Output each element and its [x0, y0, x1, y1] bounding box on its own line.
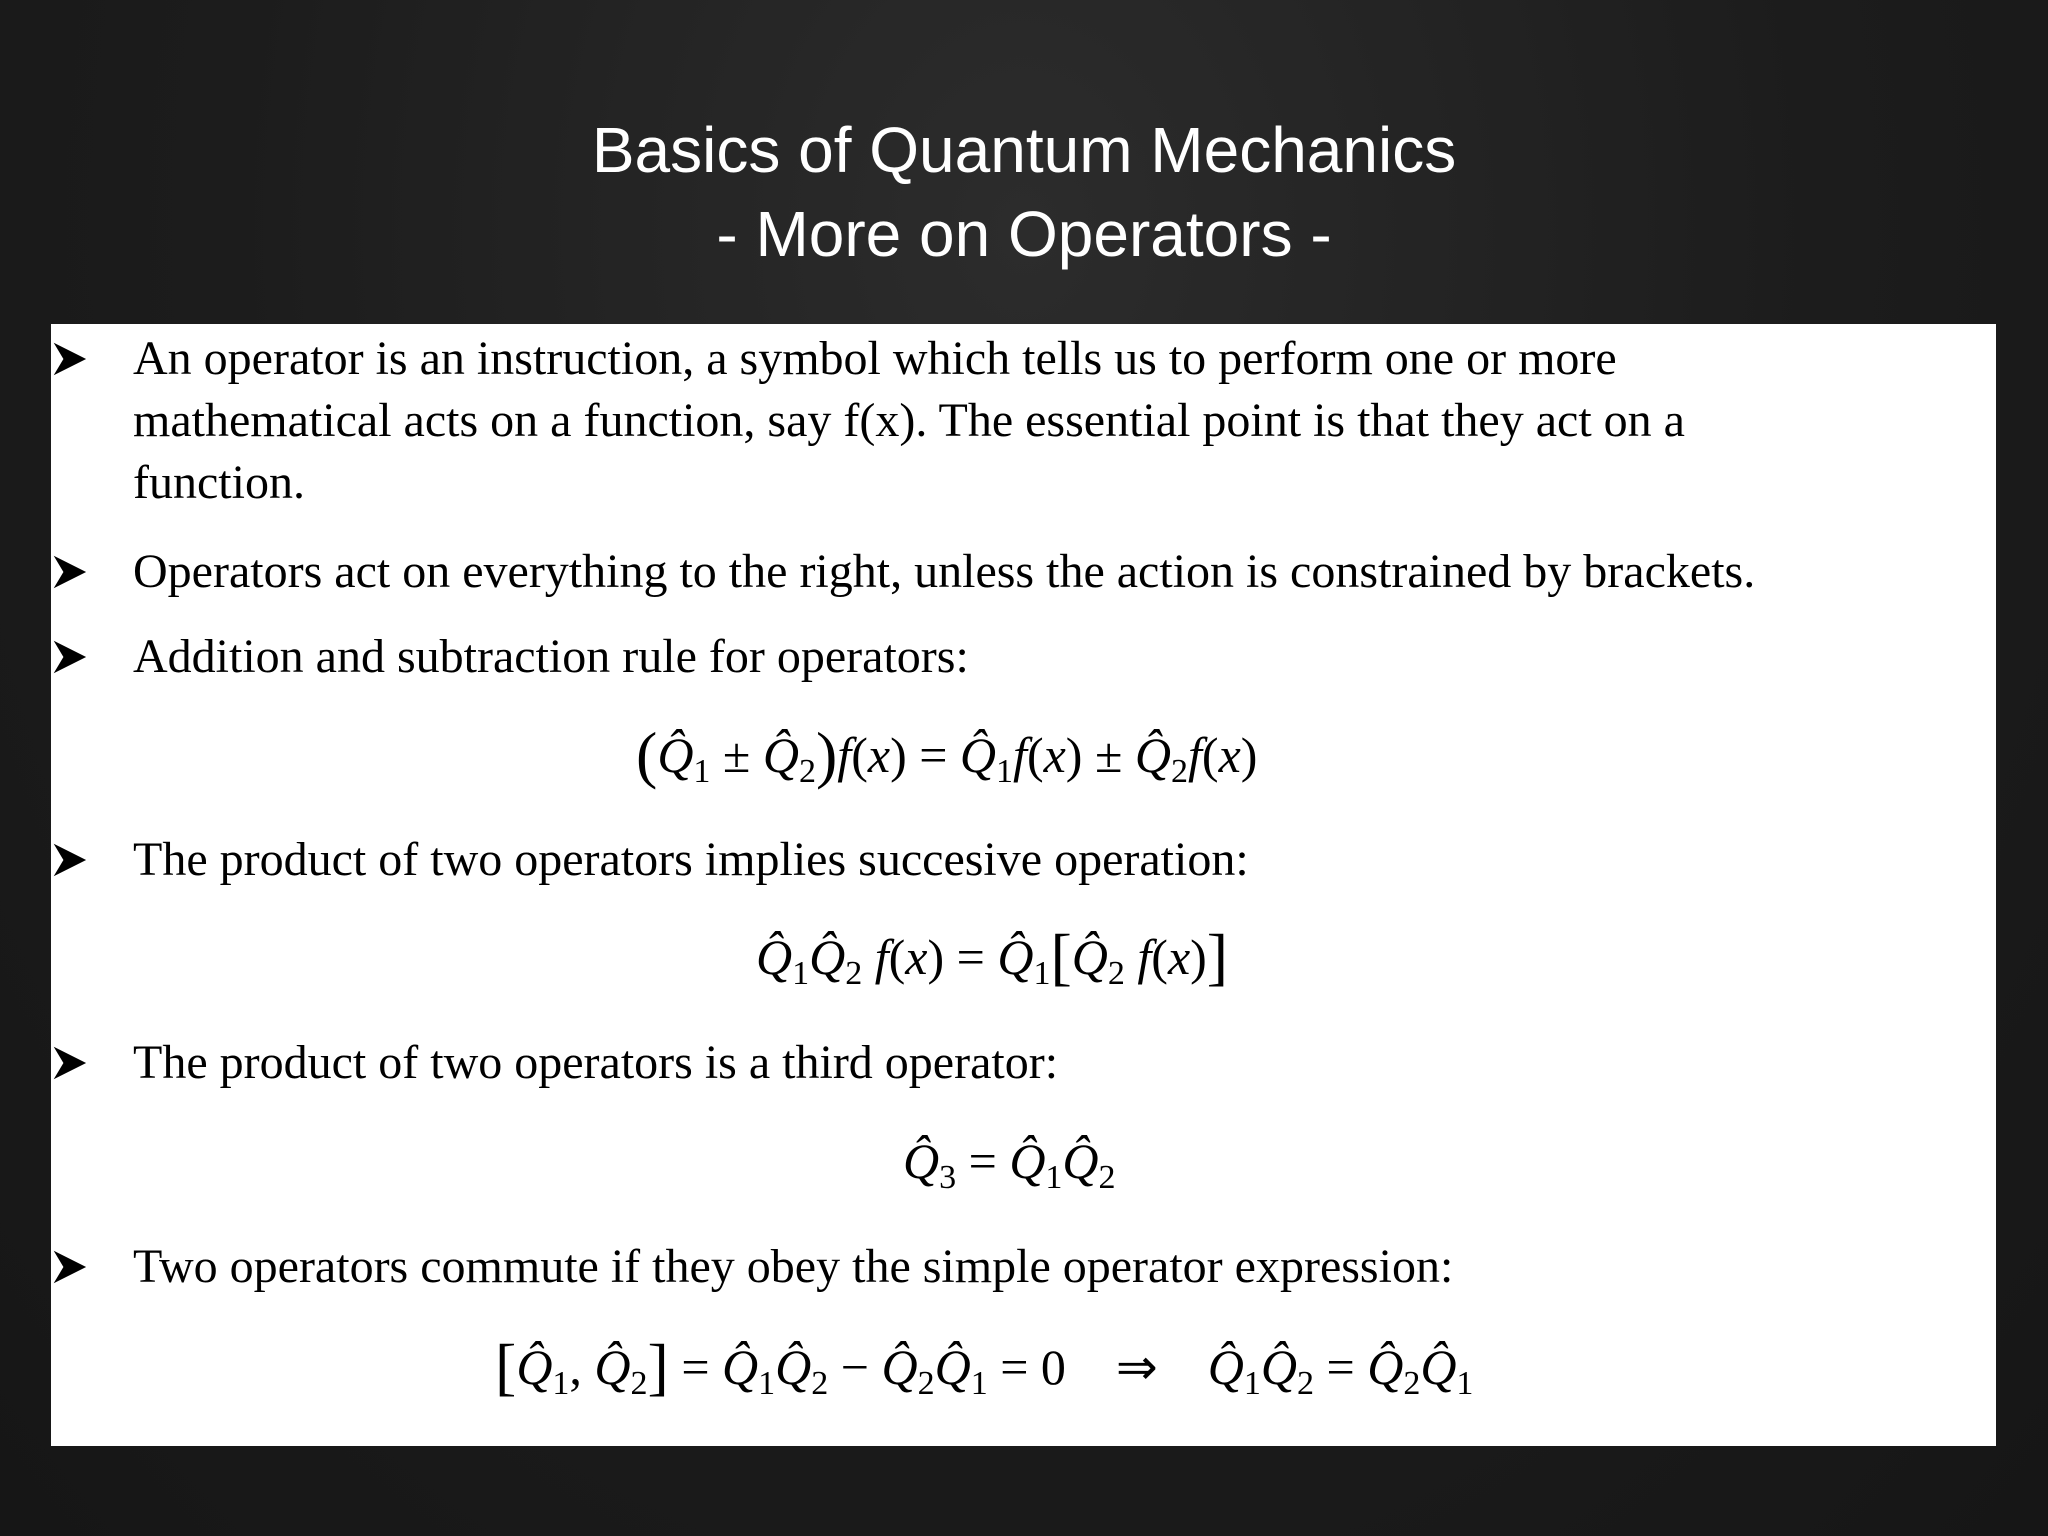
bullet-line: Addition and subtraction rule for operators:	[133, 630, 969, 683]
slide-title	[0, 108, 2048, 276]
bullet-text	[133, 829, 1983, 891]
bullet-line: function.	[133, 456, 305, 509]
bullet-text	[133, 328, 1983, 514]
arrowhead-bullet-icon	[51, 1032, 111, 1094]
arrowhead-bullet-icon	[51, 541, 111, 603]
equation-commutator: [$Q̂_1$, $Q̂_2$] = $Q̂_1Q̂_2$ − $Q̂_2Q̂_1 = 0$ ⇒ $Q̂_1Q̂_2$ = $Q̂_2Q̂_1$	[495, 1331, 1474, 1402]
bullet-line: The product of two operators implies succesive operation:	[133, 833, 1249, 886]
content-panel	[51, 324, 1996, 1446]
title-line-1: Basics of Quantum Mechanics	[591, 114, 1457, 186]
equation-successive: $Q̂_1Q̂_2$ $f(x) = Q̂_1[Q̂_2$ f(x)]	[756, 921, 1229, 992]
bullet-line: Operators act on everything to the right, unless the action is constrained by brackets.	[133, 545, 1756, 598]
arrowhead-bullet-icon	[51, 328, 111, 390]
bullet-line: The product of two operators is a third operator:	[133, 1036, 1059, 1089]
bullet-line: An operator is an instruction, a symbol which tells us to perform one or more	[133, 332, 1617, 385]
arrowhead-bullet-icon	[51, 626, 111, 688]
title-line-2: - More on Operators -	[716, 198, 1332, 270]
arrowhead-bullet-icon	[51, 1236, 111, 1298]
bullet-text	[133, 541, 1983, 603]
equation-third-operator: $Q̂_3$ = $Q̂_1Q̂_2$	[903, 1133, 1116, 1196]
bullet-line: Two operators commute if they obey the simple operator expression:	[133, 1240, 1454, 1293]
equation-addition: ($Q̂_1$ ± $Q̂_2)f(x)$ = $Q̂_1f(x)$ ± $Q̂_2f(x)$	[636, 719, 1258, 790]
arrowhead-bullet-icon	[51, 829, 111, 891]
bullet-text	[133, 1032, 1983, 1094]
bullet-text	[133, 1236, 1983, 1298]
bullet-text	[133, 626, 1983, 688]
bullet-line: mathematical acts on a function, say f(x). The essential point is that they act on a	[133, 394, 1685, 447]
